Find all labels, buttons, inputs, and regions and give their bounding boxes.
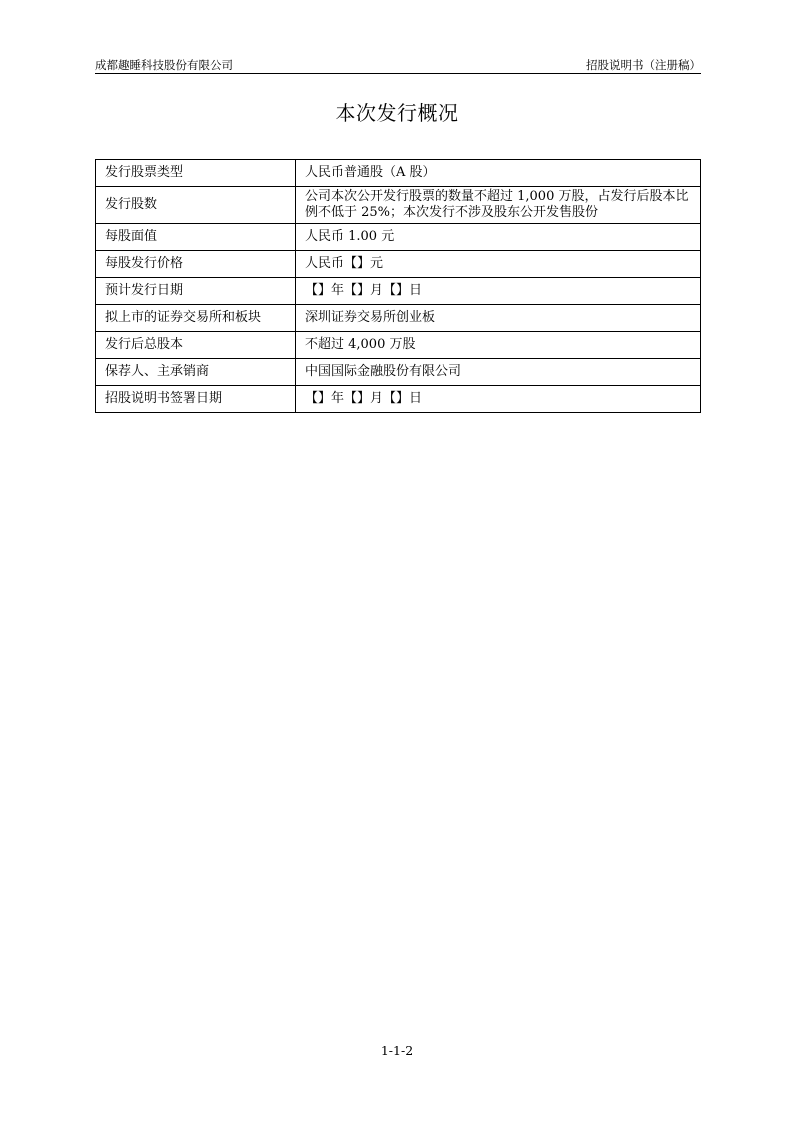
row-value: 【】年【】月【】日: [296, 278, 701, 305]
table-row: [96, 278, 701, 305]
row-value: 深圳证券交易所创业板: [296, 305, 701, 332]
row-value: 公司本次公开发行股票的数量不超过 1,000 万股，占发行后股本比例不低于 25%；本次发行不涉及股东公开发售股份: [296, 187, 701, 224]
row-value: 人民币 1.00 元: [296, 224, 701, 251]
offering-overview-table: [95, 159, 701, 413]
table-row: [96, 160, 701, 187]
header-document-type: 招股说明书（注册稿）: [586, 58, 701, 72]
table-row: [96, 187, 701, 224]
row-label: 招股说明书签署日期: [96, 386, 296, 413]
table-row: [96, 332, 701, 359]
header-company-name: 成都趣睡科技股份有限公司: [95, 58, 233, 72]
table-row: [96, 359, 701, 386]
table-row: [96, 251, 701, 278]
row-label: 预计发行日期: [96, 278, 296, 305]
row-label: 发行后总股本: [96, 332, 296, 359]
row-value: 人民币【】元: [296, 251, 701, 278]
page-header: [95, 55, 701, 74]
row-value: 人民币普通股（A 股）: [296, 160, 701, 187]
page-number: 1-1-2: [380, 1043, 414, 1058]
row-value: 中国国际金融股份有限公司: [296, 359, 701, 386]
table-row: [96, 224, 701, 251]
row-label: 发行股票类型: [96, 160, 296, 187]
row-label: 每股面值: [96, 224, 296, 251]
table-row: [96, 386, 701, 413]
row-value: 不超过 4,000 万股: [296, 332, 701, 359]
row-label: 每股发行价格: [96, 251, 296, 278]
page-title: 本次发行概况: [335, 101, 459, 125]
row-label: 保荐人、主承销商: [96, 359, 296, 386]
row-value: 【】年【】月【】日: [296, 386, 701, 413]
row-label: 发行股数: [96, 187, 296, 224]
table-row: [96, 305, 701, 332]
row-label: 拟上市的证券交易所和板块: [96, 305, 296, 332]
